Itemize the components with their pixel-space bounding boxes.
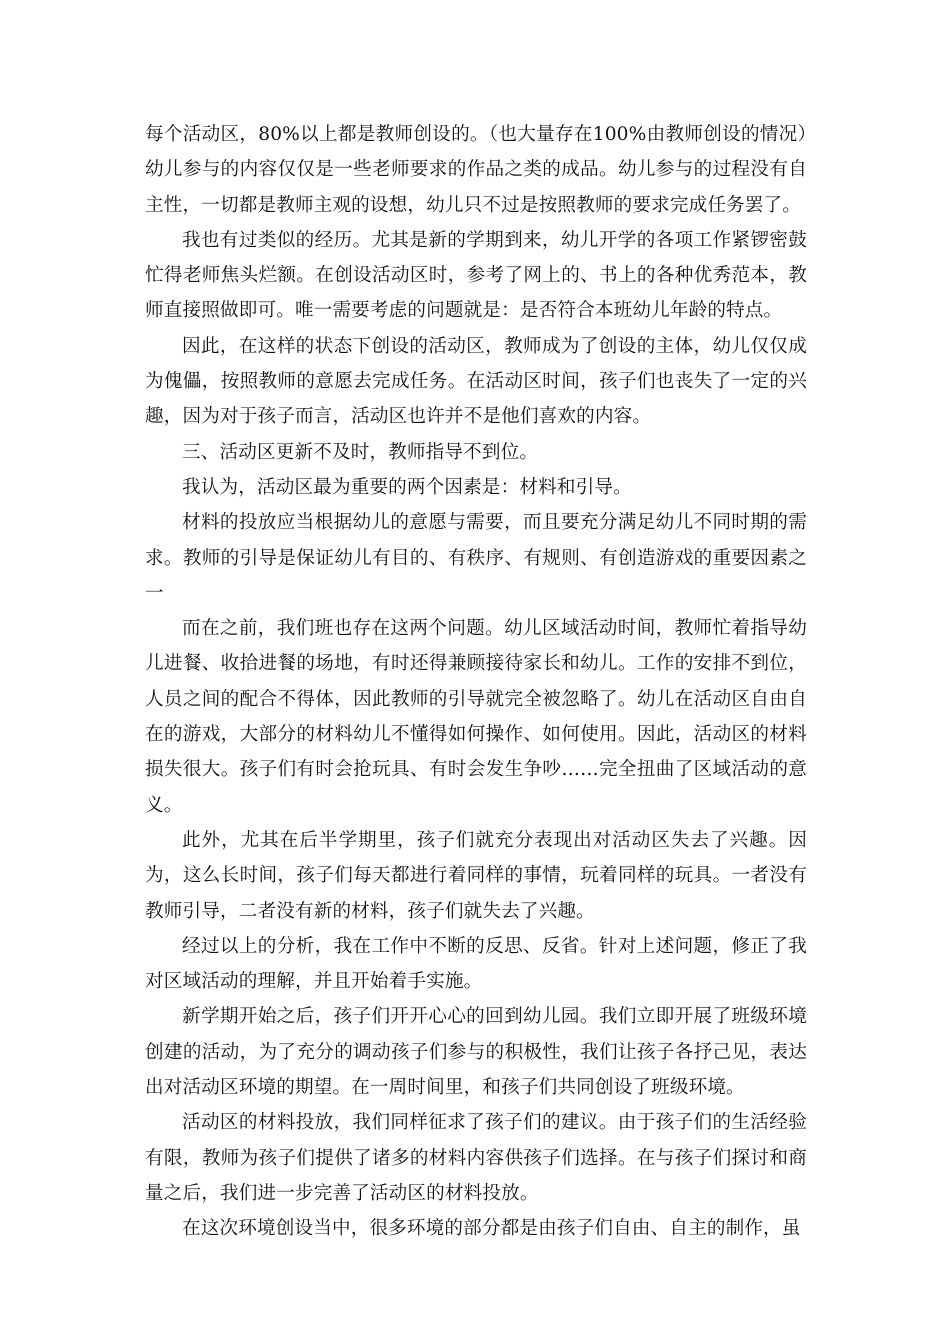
paragraph: 因此，在这样的状态下创设的活动区，教师成为了创设的主体，幼儿仅仅成为傀儡，按照教师的意愿去完成任务。在活动区时间，孩子们也丧失了一定的兴趣，因为对于孩子而言，活动区也许并不是他们喜欢的内容。 bbox=[145, 335, 807, 428]
paragraph: 每个活动区，80%以上都是教师创设的。（也大量存在100%由教师创设的情况）幼儿参与的内容仅仅是一些老师要求的作品之类的成品。幼儿参与的过程没有自主性，一切都是教师主观的设想，幼儿只不过是按照教师的要求完成任务罢了。 bbox=[145, 124, 807, 216]
paragraph: 活动区的材料投放，我们同样征求了孩子们的建议。由于孩子们的生活经验有限，教师为孩子们提供了诸多的材料内容供孩子们选择。在与孩子们探讨和商量之后，我们进一步完善了活动区的材料投放。 bbox=[145, 1112, 807, 1204]
paragraph: 材料的投放应当根据幼儿的意愿与需要，而且要充分满足幼儿不同时期的需求。教师的引导是保证幼儿有目的、有秩序、有规则、有创造游戏的重要因素之一 bbox=[145, 512, 807, 604]
document-body bbox=[145, 117, 807, 1247]
paragraph: 在这次环境创设当中，很多环境的部分都是由孩子们自由、自主的制作，虽 bbox=[182, 1218, 801, 1240]
paragraph: 我也有过类似的经历。尤其是新的学期到来，幼儿开学的各项工作紧锣密鼓忙得老师焦头烂额。在创设活动区时，参考了网上的、书上的各种优秀范本，教师直接照做即可。唯一需要考虑的问题就是：是否符合本班幼儿年龄的特点。 bbox=[145, 229, 807, 322]
paragraph: 此外，尤其在后半学期里，孩子们就充分表现出对活动区失去了兴趣。因为，这么长时间，孩子们每天都进行着同样的事情，玩着同样的玩具。一者没有教师引导，二者没有新的材料，孩子们就失去了兴趣。 bbox=[145, 829, 807, 922]
paragraph: 经过以上的分析，我在工作中不断的反思、反省。针对上述问题，修正了我对区域活动的理解，并且开始着手实施。 bbox=[145, 935, 807, 993]
paragraph: 新学期开始之后，孩子们开开心心的回到幼儿园。我们立即开展了班级环境创建的活动，为了充分的调动孩子们参与的积极性，我们让孩子各抒己见，表达出对活动区环境的期望。在一周时间里，和孩子们共同创设了班级环境。 bbox=[145, 1006, 807, 1099]
paragraph: 而在之前，我们班也存在这两个问题。幼儿区域活动时间，教师忙着指导幼儿进餐、收拾进餐的场地，有时还得兼顾接待家长和幼儿。工作的安排不到位，人员之间的配合不得体，因此教师的引导就完全被忽略了。幼儿在活动区自由自在的游戏，大部分的材料幼儿不懂得如何操作、如何使用。因此，活动区的材料损失很大。孩子们有时会抢玩具、有时会发生争吵……完全扭曲了区域活动的意义。 bbox=[145, 618, 807, 816]
paragraph: 我认为，活动区最为重要的两个因素是：材料和引导。 bbox=[182, 476, 632, 498]
section-heading: 三、活动区更新不及时，教师指导不到位。 bbox=[182, 441, 539, 463]
